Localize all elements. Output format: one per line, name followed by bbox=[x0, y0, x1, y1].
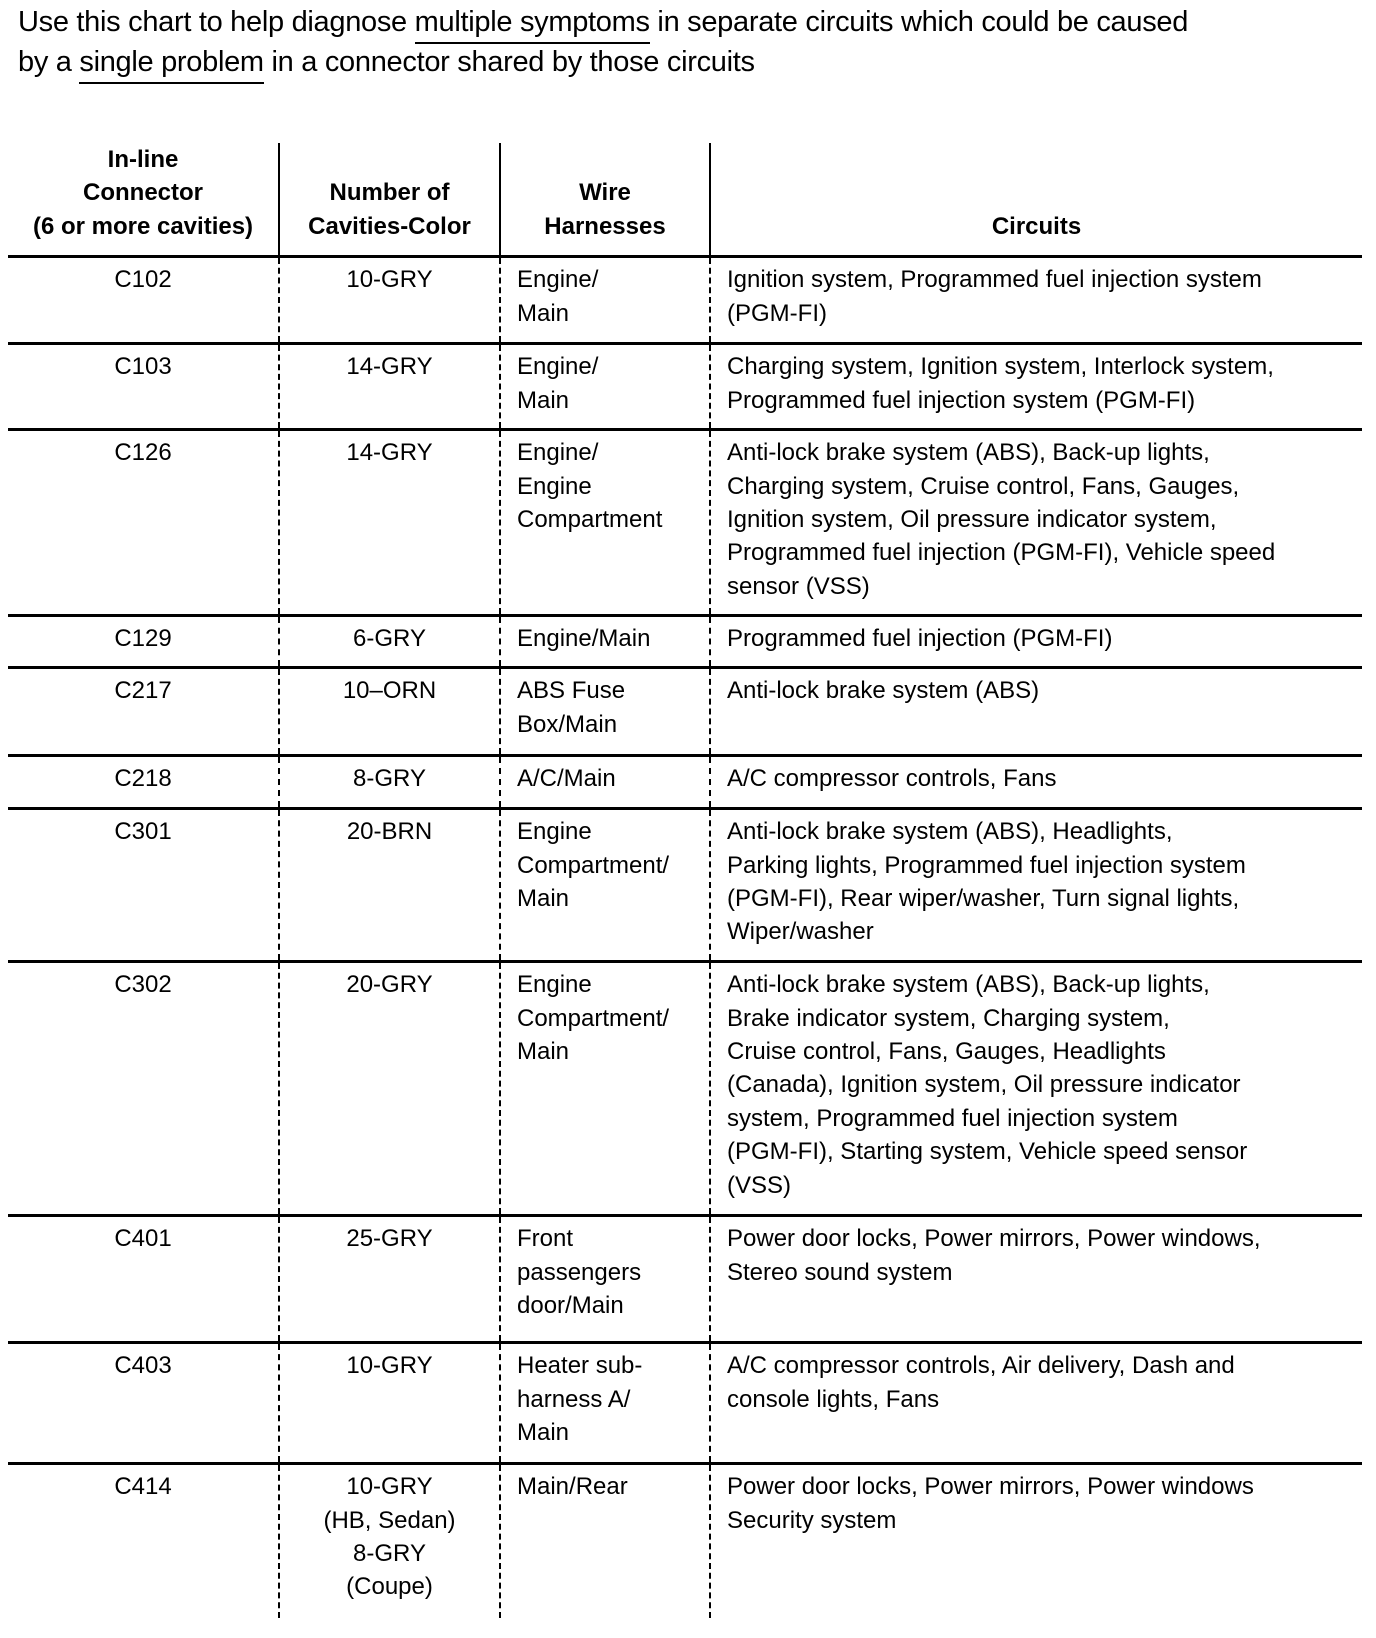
circuits-cell bbox=[710, 1216, 1362, 1343]
intro-text-part: by a bbox=[18, 46, 80, 78]
circuits-cell bbox=[710, 668, 1362, 756]
circuits-cell bbox=[710, 1343, 1362, 1464]
circuits-text: (VSS) bbox=[727, 1171, 792, 1199]
cavities-text: (Coupe) bbox=[346, 1573, 433, 1601]
connector-cell bbox=[8, 1343, 279, 1464]
connector-text: C126 bbox=[114, 439, 172, 467]
header-text: Cavities-Color bbox=[308, 212, 471, 240]
harness-cell bbox=[500, 809, 710, 962]
circuits-text: Charging system, Ignition system, Interlock system, bbox=[727, 353, 1274, 381]
circuits-text: (PGM-FI) bbox=[727, 299, 827, 327]
intro-text-part: in a connector shared by those circuits bbox=[263, 46, 755, 78]
connector-table bbox=[8, 143, 1362, 1618]
table-row bbox=[8, 257, 1362, 344]
harness-text: A/C/Main bbox=[517, 765, 616, 793]
circuits-text: Programmed fuel injection system (PGM-FI) bbox=[727, 386, 1196, 414]
circuits-text: Ignition system, Programmed fuel injection system bbox=[727, 266, 1262, 294]
circuits-text: Programmed fuel injection (PGM-FI) bbox=[727, 625, 1113, 653]
intro-text-part: in separate circuits which could be caused bbox=[649, 6, 1189, 38]
harness-text: Engine/Main bbox=[517, 625, 651, 653]
connector-cell bbox=[8, 668, 279, 756]
cavities-cell bbox=[279, 616, 500, 668]
harness-text: Compartment/ bbox=[517, 851, 670, 879]
intro-line-2 bbox=[18, 42, 1188, 82]
circuits-text: Programmed fuel injection (PGM-FI), Vehicle speed bbox=[727, 539, 1276, 567]
cavities-cell bbox=[279, 257, 500, 344]
connector-cell bbox=[8, 616, 279, 668]
intro-text bbox=[18, 2, 1188, 82]
harness-cell bbox=[500, 1216, 710, 1343]
cavities-text: 8-GRY bbox=[353, 765, 426, 793]
connector-text: C102 bbox=[114, 266, 172, 294]
header-text: Circuits bbox=[991, 212, 1082, 240]
table-body bbox=[8, 257, 1362, 1618]
circuits-text: A/C compressor controls, Fans bbox=[727, 765, 1057, 793]
circuits-text: Power door locks, Power mirrors, Power windows bbox=[727, 1473, 1254, 1501]
cavities-text: 6-GRY bbox=[353, 625, 426, 653]
circuits-text: Anti-lock brake system (ABS), Headlights, bbox=[727, 818, 1173, 846]
circuits-text: system, Programmed fuel injection system bbox=[727, 1104, 1178, 1132]
circuits-cell bbox=[710, 1464, 1362, 1618]
harness-text: Main bbox=[517, 299, 570, 327]
circuits-text: console lights, Fans bbox=[727, 1385, 940, 1413]
connector-text: C217 bbox=[114, 677, 172, 705]
cavities-text: 20-GRY bbox=[346, 971, 433, 999]
cavities-cell bbox=[279, 809, 500, 962]
harness-text: Compartment bbox=[517, 506, 663, 534]
cavities-cell bbox=[279, 430, 500, 616]
connector-text: C403 bbox=[114, 1352, 172, 1380]
harness-text: Engine/ bbox=[517, 439, 599, 467]
circuits-cell bbox=[710, 257, 1362, 344]
table-row bbox=[8, 430, 1362, 616]
connector-cell bbox=[8, 344, 279, 430]
cavities-text: 8-GRY bbox=[353, 1540, 426, 1568]
cavities-text: 10–ORN bbox=[342, 677, 437, 705]
connector-cell bbox=[8, 962, 279, 1216]
header-cavities-color bbox=[279, 143, 500, 257]
circuits-cell bbox=[710, 430, 1362, 616]
header-circuits bbox=[710, 143, 1362, 257]
header-wire-harnesses bbox=[500, 143, 710, 257]
connector-text: C301 bbox=[114, 818, 172, 846]
connector-text: C129 bbox=[114, 625, 172, 653]
harness-text: Box/Main bbox=[517, 710, 618, 738]
circuits-text: sensor (VSS) bbox=[727, 572, 870, 600]
circuits-cell bbox=[710, 344, 1362, 430]
harness-text: harness A/ bbox=[517, 1385, 631, 1413]
harness-cell bbox=[500, 1343, 710, 1464]
connector-text: C218 bbox=[114, 765, 172, 793]
cavities-text: 14-GRY bbox=[346, 439, 433, 467]
header-text: (6 or more cavities) bbox=[32, 212, 254, 240]
harness-text: ABS Fuse bbox=[517, 677, 626, 705]
intro-text-part: Use this chart to help diagnose bbox=[18, 6, 415, 38]
circuits-text: Security system bbox=[727, 1506, 897, 1534]
circuits-text: (PGM-FI), Rear wiper/washer, Turn signal lights, bbox=[727, 885, 1240, 913]
cavities-cell bbox=[279, 756, 500, 809]
table-header-row bbox=[8, 143, 1362, 257]
circuits-text: (PGM-FI), Starting system, Vehicle speed sensor bbox=[727, 1138, 1248, 1166]
cavities-text: 25-GRY bbox=[346, 1225, 433, 1253]
table-row bbox=[8, 962, 1362, 1216]
connector-cell bbox=[8, 1216, 279, 1343]
harness-text: door/Main bbox=[517, 1292, 624, 1320]
harness-cell bbox=[500, 430, 710, 616]
connector-cell bbox=[8, 257, 279, 344]
harness-text: Engine bbox=[517, 818, 592, 846]
harness-text: Front bbox=[517, 1225, 574, 1253]
header-text: Number of bbox=[329, 179, 450, 207]
circuits-text: Cruise control, Fans, Gauges, Headlights bbox=[727, 1038, 1166, 1066]
circuits-text: Anti-lock brake system (ABS), Back-up lights, bbox=[727, 971, 1210, 999]
table-row bbox=[8, 1464, 1362, 1618]
circuits-text: A/C compressor controls, Air delivery, Dash and bbox=[727, 1352, 1235, 1380]
cavities-cell bbox=[279, 1216, 500, 1343]
header-text: Harnesses bbox=[544, 212, 666, 240]
table-row bbox=[8, 756, 1362, 809]
connector-text: C401 bbox=[114, 1225, 172, 1253]
circuits-text: Ignition system, Oil pressure indicator system, bbox=[727, 506, 1217, 534]
harness-text: Engine/ bbox=[517, 353, 599, 381]
circuits-text: Stereo sound system bbox=[727, 1258, 953, 1286]
circuits-cell bbox=[710, 616, 1362, 668]
table-row bbox=[8, 668, 1362, 756]
harness-text: Main bbox=[517, 1038, 570, 1066]
cavities-cell bbox=[279, 962, 500, 1216]
header-connector bbox=[8, 143, 279, 257]
emphasis-multiple-symptoms: multiple symptoms bbox=[415, 6, 650, 44]
cavities-text: 20-BRN bbox=[346, 818, 433, 846]
harness-cell bbox=[500, 616, 710, 668]
harness-text: passengers bbox=[517, 1258, 642, 1286]
harness-text: Main bbox=[517, 1419, 570, 1447]
harness-text: Main/Rear bbox=[517, 1473, 628, 1501]
harness-text: Engine bbox=[517, 472, 592, 500]
emphasis-single-problem: single problem bbox=[79, 46, 263, 84]
connector-text: C302 bbox=[114, 971, 172, 999]
connector-text: C103 bbox=[114, 353, 172, 381]
header-text: In-line bbox=[107, 146, 179, 173]
table-row bbox=[8, 1343, 1362, 1464]
header-text: Wire bbox=[579, 179, 631, 207]
harness-cell bbox=[500, 257, 710, 344]
connector-cell bbox=[8, 756, 279, 809]
circuits-text: Parking lights, Programmed fuel injection system bbox=[727, 851, 1246, 879]
cavities-text: 14-GRY bbox=[346, 353, 433, 381]
harness-text: Main bbox=[517, 885, 570, 913]
table-row bbox=[8, 344, 1362, 430]
circuits-text: Wiper/washer bbox=[727, 918, 874, 946]
circuits-text: Charging system, Cruise control, Fans, Gauges, bbox=[727, 472, 1240, 500]
harness-cell bbox=[500, 756, 710, 809]
harness-cell bbox=[500, 962, 710, 1216]
circuits-cell bbox=[710, 962, 1362, 1216]
harness-text: Heater sub- bbox=[517, 1352, 643, 1380]
table-row bbox=[8, 616, 1362, 668]
intro-line-1 bbox=[18, 2, 1188, 42]
cavities-text: 10-GRY bbox=[346, 266, 433, 294]
circuits-cell bbox=[710, 809, 1362, 962]
header-text: Connector bbox=[83, 179, 203, 207]
circuits-text: Brake indicator system, Charging system, bbox=[727, 1004, 1170, 1032]
circuits-text: (Canada), Ignition system, Oil pressure indicator bbox=[727, 1071, 1241, 1099]
harness-cell bbox=[500, 344, 710, 430]
connector-cell bbox=[8, 1464, 279, 1618]
cavities-text: (HB, Sedan) bbox=[323, 1506, 456, 1534]
harness-cell bbox=[500, 668, 710, 756]
harness-text: Main bbox=[517, 386, 570, 414]
circuits-text: Anti-lock brake system (ABS), Back-up lights, bbox=[727, 439, 1210, 467]
connector-cell bbox=[8, 430, 279, 616]
harness-cell bbox=[500, 1464, 710, 1618]
harness-text: Engine/ bbox=[517, 266, 599, 294]
cavities-cell bbox=[279, 668, 500, 756]
connector-cell bbox=[8, 809, 279, 962]
circuits-cell bbox=[710, 756, 1362, 809]
table-row bbox=[8, 809, 1362, 962]
cavities-text: 10-GRY bbox=[346, 1352, 433, 1380]
circuits-text: Power door locks, Power mirrors, Power windows, bbox=[727, 1225, 1261, 1253]
cavities-text: 10-GRY bbox=[346, 1473, 433, 1501]
cavities-cell bbox=[279, 344, 500, 430]
harness-text: Engine bbox=[517, 971, 592, 999]
cavities-cell bbox=[279, 1343, 500, 1464]
circuits-text: Anti-lock brake system (ABS) bbox=[727, 677, 1040, 705]
harness-text: Compartment/ bbox=[517, 1004, 670, 1032]
table-row bbox=[8, 1216, 1362, 1343]
cavities-cell bbox=[279, 1464, 500, 1618]
connector-text: C414 bbox=[114, 1473, 172, 1501]
